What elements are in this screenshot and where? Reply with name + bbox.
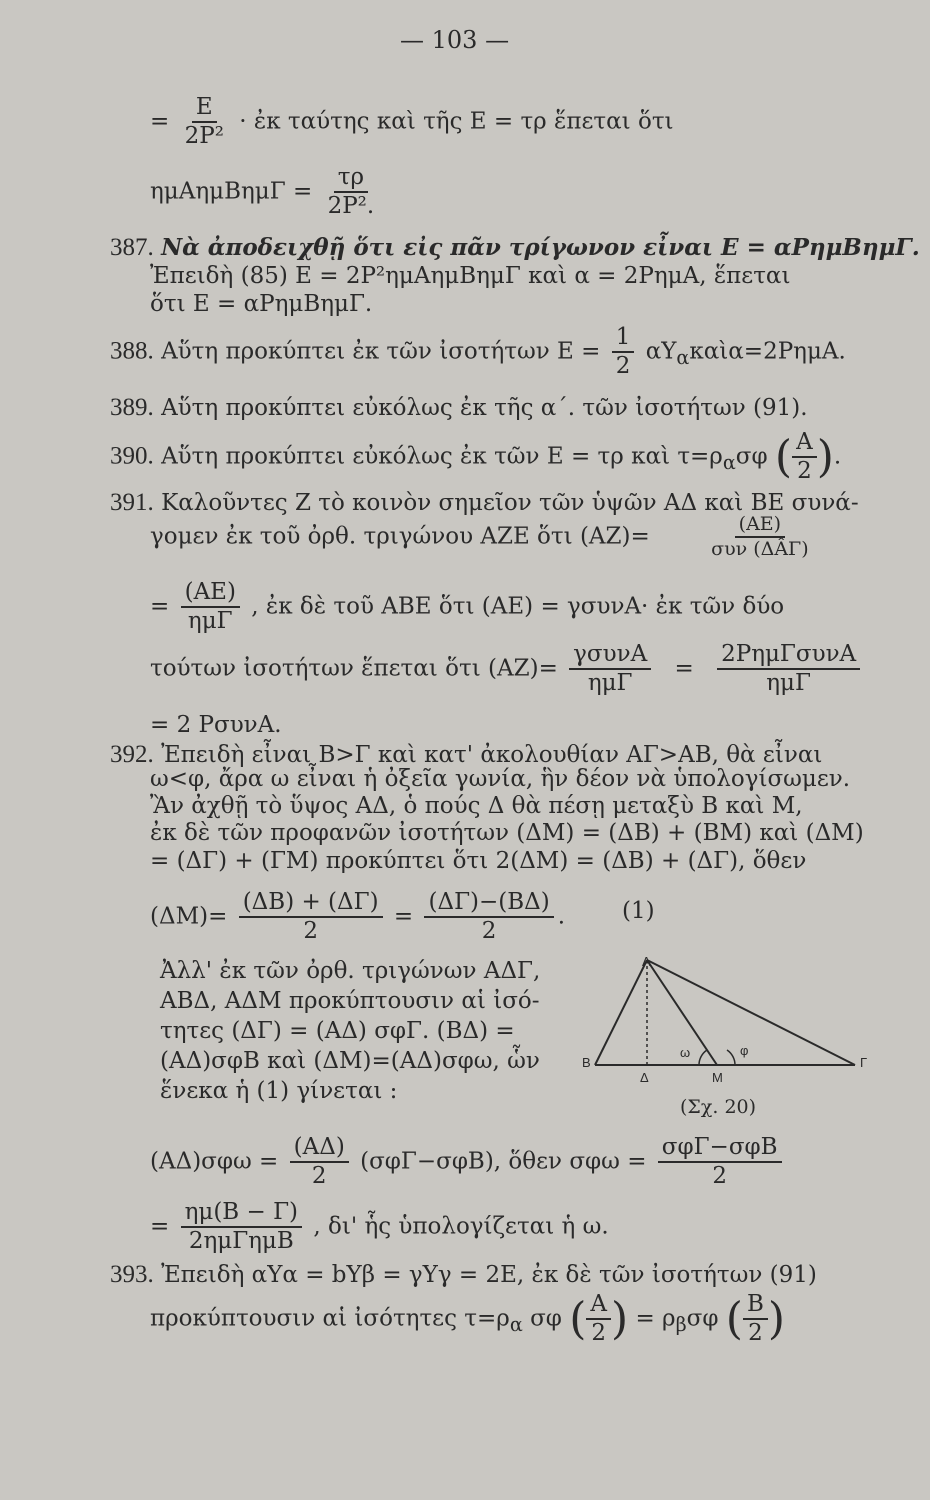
figure-caption: (Σχ. 20) xyxy=(680,1096,757,1118)
fraction: $\frac{(\Delta\Gamma)-(B\Delta)}{2}$ xyxy=(424,890,553,945)
label-M: M xyxy=(712,1070,723,1085)
section-392-para: (AΔ)σφB καὶ (ΔM)=(AΔ)σφω, ὧν xyxy=(160,1048,540,1074)
section-391-line: τούτων ἰσοτήτων ἕπεται ὅτι (AZ)= $\frac{\text{γσυνA}}{\text{ημΓ}}$ = $\frac{\text{2PημΓσυνA}}{\text{ημΓ}}$ xyxy=(150,642,864,697)
section-392-line: 392. Ἐπειδὴ εἶναι B>Γ καὶ κατ' ἀκολουθίαν AΓ>AB, θὰ εἶναι xyxy=(110,741,823,768)
fraction: $\frac{A}{2}$ xyxy=(586,1292,611,1347)
section-393-line: προκύπτουσιν αἱ ἰσότητες $\tau=\rho_\alpha$ σφ ( $\frac{A}{2}$ ) = $\rho_\beta\sigma\varphi$ ( $\frac{B}{2}$ ) xyxy=(150,1291,786,1347)
label-Gamma: Γ xyxy=(860,1055,868,1070)
side-AB xyxy=(595,960,647,1065)
section-387-line: ὅτι E = αPημBημΓ. xyxy=(150,291,373,317)
section-391-line: = 2 PσυνA. xyxy=(150,712,282,738)
formula-line-2: ημAημBημΓ = $\frac{\tau\rho}{\text{2P².}}$ xyxy=(150,165,382,220)
section-392-line: Ἂν ἀχθῇ τὸ ὕψος AΔ, ὁ πούς Δ θὰ πέσῃ μεταξὺ B καὶ M, xyxy=(150,793,803,819)
section-389: 389. Αὕτη προκύπτει εὐκόλως ἐκ τῆς α΄. τῶν ἰσοτήτων (91). xyxy=(110,394,808,421)
section-391-line: 391. Καλοῦντες Z τὸ κοινὸν σημεῖον τῶν ὑψῶν AΔ καὶ BE συνά- xyxy=(110,489,859,516)
fraction: $\frac{A}{2}$ xyxy=(792,430,817,485)
equation-tag: (1) xyxy=(622,898,655,924)
section-392-line: = (ΔΓ) + (ΓM) προκύπτει ὅτι 2(ΔM) = (ΔB) + (ΔΓ), ὅθεν xyxy=(150,848,807,874)
section-393-line: 393. Ἐπειδὴ αΥα = bΥβ = γΥγ = 2E, ἐκ δὲ τῶν ἰσοτήτων (91) xyxy=(110,1261,817,1288)
section-387-title: 387. Νὰ ἀποδειχθῇ ὅτι εἰς πᾶν τρίγωνον εἶναι E = αPημBημΓ. xyxy=(110,234,920,261)
label-B: B xyxy=(582,1055,591,1070)
section-392-para: τητες (ΔΓ) = (AΔ) σφΓ. (BΔ) = xyxy=(160,1018,515,1044)
section-392-para: ἕνεκα ἡ (1) γίνεται : xyxy=(160,1078,398,1104)
equation-1: (ΔM)= $\frac{(\Delta B) + (\Delta\Gamma)}{2}$ = $\frac{(\Delta\Gamma)-(B\Delta)}{2}$ . xyxy=(150,889,566,945)
fraction: $\frac{(\Delta B) + (\Delta\Gamma)}{2}$ xyxy=(239,890,383,945)
formula-line-1: = $\frac{E}{\text{2P²}}$ · ἐκ ταύτης καὶ τῆς E = τρ ἕπεται ὅτι xyxy=(150,94,674,150)
section-390: 390. Αὕτη προκύπτει εὐκόλως ἐκ τῶν E = τρ καὶ $\tau=\rho_\alpha\sigma\varphi$ ( $\frac{A}{2}$ ). xyxy=(110,429,842,485)
fraction: $\frac{(AE)}{\text{συν (ΔÂΓ)}}$ xyxy=(711,513,809,560)
section-388: 388. Αὕτη προκύπτει ἐκ τῶν ἰσοτήτων E = $\frac{1}{2}$ $\alpha\Upsilon_\alpha\kappa\alpha ὶ\alpha=2P\eta\mu A$. xyxy=(110,324,846,380)
equation-3: = $\frac{\eta\mu(B - \Gamma)}{\text{2ημΓημB}}$ , δι' ἧς ὑπολογίζεται ἡ ω. xyxy=(150,1199,609,1255)
fraction: $\frac{(AE)}{\text{ημΓ}}$ xyxy=(181,580,240,635)
equation-2: (AΔ)σφω = $\frac{(A\Delta)}{2}$ (σφΓ−σφB), ὅθεν σφω = $\frac{\text{σφΓ−σφB}}{2}$ xyxy=(150,1135,786,1190)
label-Delta: Δ xyxy=(640,1070,649,1085)
fraction: $\frac{\eta\mu(B - \Gamma)}{\text{2ημΓημB}}$ xyxy=(181,1200,302,1255)
section-392-para: Ἀλλ' ἐκ τῶν ὀρθ. τριγώνων AΔΓ, xyxy=(160,958,541,984)
fraction: $\frac{E}{\text{2P²}}$ xyxy=(184,94,224,150)
page-number: — 103 — xyxy=(400,26,510,54)
fraction: $\frac{\text{2PημΓσυνA}}{\text{ημΓ}}$ xyxy=(717,642,860,697)
fraction: $\frac{\tau\rho}{\text{2P².}}$ xyxy=(327,164,375,220)
triangle-figure xyxy=(585,950,885,1090)
label-phi: φ xyxy=(740,1043,749,1058)
fraction: $\frac{\text{σφΓ−σφB}}{2}$ xyxy=(658,1135,782,1190)
section-392-line: ἐκ δὲ τῶν προφανῶν ἰσοτήτων (ΔM) = (ΔB) + (BM) καὶ (ΔM) xyxy=(150,820,864,846)
label-omega: ω xyxy=(680,1045,691,1060)
fraction: $\frac{\text{γσυνA}}{\text{ημΓ}}$ xyxy=(569,642,651,697)
fraction: $\frac{B}{2}$ xyxy=(743,1292,768,1347)
section-391-line: γομεν ἐκ τοῦ ὀρθ. τριγώνου AZE ὅτι (AZ)= $\frac{(AE)}{\text{συν (ΔÂΓ)}}$ xyxy=(150,514,817,560)
section-387-line: Ἐπειδὴ (85) E = 2P²ημAημBημΓ καὶ α = 2PημA, ἕπεται xyxy=(150,263,791,289)
fraction: $\frac{1}{2}$ xyxy=(612,325,635,380)
side-AG xyxy=(647,960,855,1065)
angle-omega xyxy=(699,1050,707,1065)
fraction: $\frac{(A\Delta)}{2}$ xyxy=(290,1135,349,1190)
section-392-line: ω<φ, ἄρα ω εἶναι ἡ ὀξεῖα γωνία, ἣν δέον νὰ ὑπολογίσωμεν. xyxy=(150,766,851,792)
section-391-line: = $\frac{(AE)}{\text{ημΓ}}$ , ἐκ δὲ τοῦ ABE ὅτι (AE) = γσυνA· ἐκ τῶν δύο xyxy=(150,579,785,635)
section-392-para: ABΔ, AΔM προκύπτουσιν αἱ ἰσό- xyxy=(160,988,540,1014)
label-A: A xyxy=(642,954,651,969)
angle-phi xyxy=(727,1050,735,1065)
